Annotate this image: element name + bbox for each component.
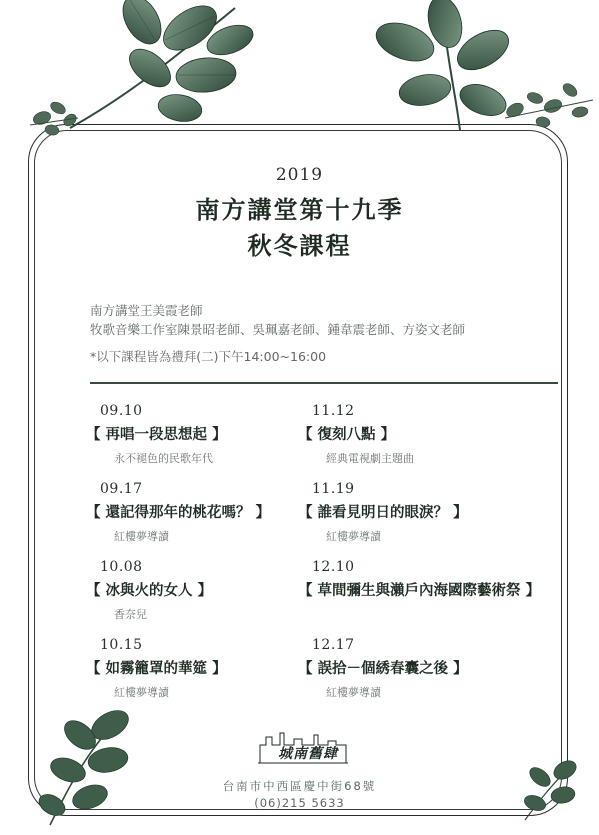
course-item: [298, 637, 468, 700]
course-subtitle: 紅樓夢導讀: [326, 686, 381, 699]
leaf-branch-top-right-icon: [365, 0, 599, 140]
course-item: [298, 403, 414, 466]
course-item: [86, 637, 227, 700]
course-name: 【 草間彌生與瀨戶內海國際藝術祭 】: [298, 583, 541, 599]
divider: [90, 382, 558, 384]
page-title: 南方講堂第十九季: [195, 195, 404, 224]
course-item: [298, 481, 468, 544]
course-name: 【 再唱一段思想起 】: [86, 427, 227, 443]
course-date: 10.08: [100, 559, 143, 575]
course-date: 11.12: [312, 403, 355, 419]
course-name: 【 冰與火的女人 】: [86, 583, 213, 599]
course-subtitle: 紅樓夢導讀: [326, 530, 381, 543]
course-date: 09.17: [100, 481, 143, 497]
course-subtitle: 香奈兒: [114, 608, 147, 621]
teacher-line-1: 南方講堂王美霞老師: [90, 303, 203, 318]
course-subtitle: 永不褪色的民歌年代: [114, 452, 213, 465]
course-date: 10.15: [100, 637, 143, 653]
course-name: 【 如霧籠罩的華筵 】: [86, 661, 227, 677]
course-item: [86, 559, 213, 622]
schedule-note: *以下課程皆為禮拜(二)下午14:00~16:00: [90, 349, 327, 364]
course-name: 【 還記得那年的桃花嗎？ 】: [86, 505, 271, 521]
course-date: 09.10: [100, 403, 143, 419]
page-subtitle: 秋冬課程: [247, 231, 352, 260]
course-item: [86, 481, 271, 544]
address: 台南市中西區慶中街68號: [222, 779, 377, 793]
course-date: 11.19: [312, 481, 355, 497]
course-name: 【 復刻八點 】: [298, 427, 396, 443]
course-subtitle: 紅樓夢導讀: [114, 530, 169, 543]
course-name: 【 誤拾－個綉春囊之後 】: [298, 661, 468, 677]
course-name: 【 誰看見明日的眼淚？ 】: [298, 505, 468, 521]
course-item: [86, 403, 227, 466]
bookstore-logo: [258, 731, 348, 769]
course-item: [298, 559, 541, 606]
course-subtitle: 紅樓夢導讀: [114, 686, 169, 699]
teacher-line-2: 牧歌音樂工作室陳景昭老師、吳珮嘉老師、鍾韋震老師、方姿文老師: [90, 322, 466, 337]
course-subtitle: 經典電視劇主題曲: [326, 452, 414, 465]
phone-number: (06)215 5633: [254, 796, 345, 810]
course-date: 12.10: [312, 559, 355, 575]
logo-text: 城南舊肆: [278, 746, 338, 762]
year-label: 2019: [275, 165, 324, 185]
course-date: 12.17: [312, 637, 355, 653]
leaf-branch-top-left-icon: [30, 0, 260, 140]
